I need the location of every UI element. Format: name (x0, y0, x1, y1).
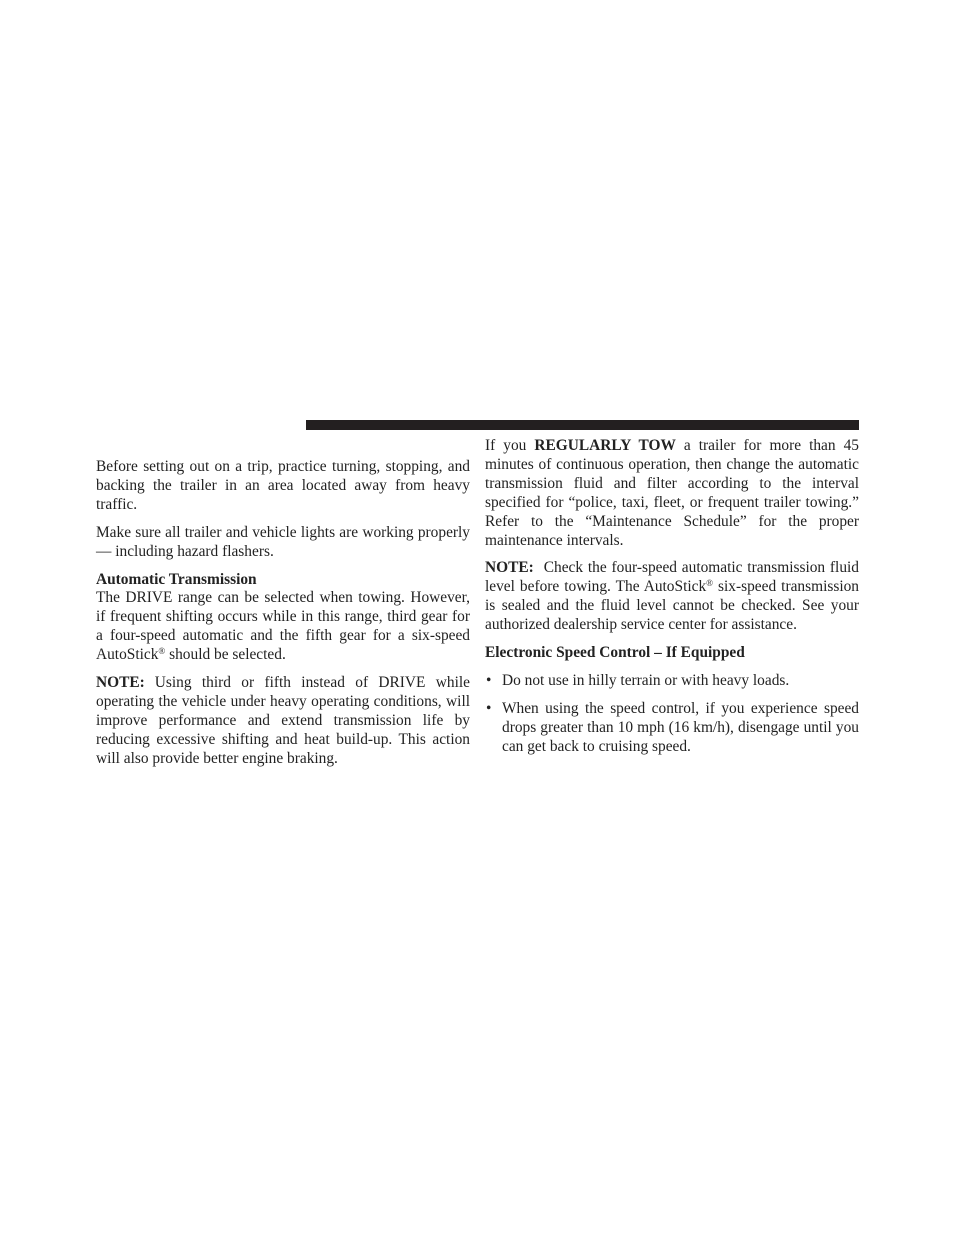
list-item (485, 672, 859, 691)
note-label: NOTE: (96, 674, 145, 692)
note-label: NOTE: (485, 559, 534, 577)
automatic-transmission-paragraph (96, 589, 470, 665)
note-text-before: Check the four-speed automatic transmission fluid level before towing. The AutoStick (485, 559, 859, 596)
speed-control-list (485, 672, 859, 757)
registered-mark: ® (706, 578, 713, 589)
bullet-icon: • (486, 671, 492, 689)
list-item-text: Do not use in hilly terrain or with heavy loads. (502, 671, 790, 689)
registered-mark: ® (158, 646, 166, 657)
auto-text-after: should be selected. (165, 646, 286, 664)
left-column (96, 458, 470, 778)
automatic-transmission-heading: Automatic Transmission (96, 570, 257, 588)
bullet-icon: • (486, 699, 492, 717)
list-item-text: When using the speed control, if you experience speed drops greater than 10 mph (16 km/h), disengage until you can get back to cruising speed. (502, 699, 859, 755)
fluid-check-note (485, 559, 859, 635)
regularly-tow-bold: REGULARLY TOW (534, 437, 676, 454)
right-column (485, 437, 859, 766)
trip-practice-paragraph: Before setting out on a trip, practice turning, stopping, and backing the trailer in an area located away from heavy traffic. (96, 458, 470, 513)
note-text-after: six-speed transmission is sealed and the fluid level cannot be checked. See your authorized dealership service center for assistance. (485, 578, 859, 634)
auto-text-before: The DRIVE range can be selected when towing. However, if frequent shifting occurs while in this range, third gear for a four-speed automatic and the fifth gear for a six-speed AutoStick (96, 589, 470, 664)
regularly-tow-paragraph (485, 437, 859, 550)
note-text: Using third or fifth instead of DRIVE while operating the vehicle under heavy operating conditions, will improve performance and extend transmission life by reducing excessive shifting and heat build-up. This action will also provide better engine braking. (96, 674, 470, 767)
transmission-note (96, 674, 470, 769)
trailer-lights-paragraph: Make sure all trailer and vehicle lights are working properly — including hazard flashers. (96, 523, 470, 560)
p1-before: If you (485, 437, 535, 454)
p1-after: a trailer for more than 45 minutes of continuous operation, then change the automatic transmission fluid and filter according to the interval specified for “police, taxi, fleet, or frequent trailer towing.” Refer to the “Maintenance Schedule” for the proper maintenance intervals. (485, 437, 859, 549)
speed-control-heading: Electronic Speed Control – If Equipped (485, 644, 745, 662)
list-item (485, 700, 859, 757)
header-rule (306, 420, 859, 430)
